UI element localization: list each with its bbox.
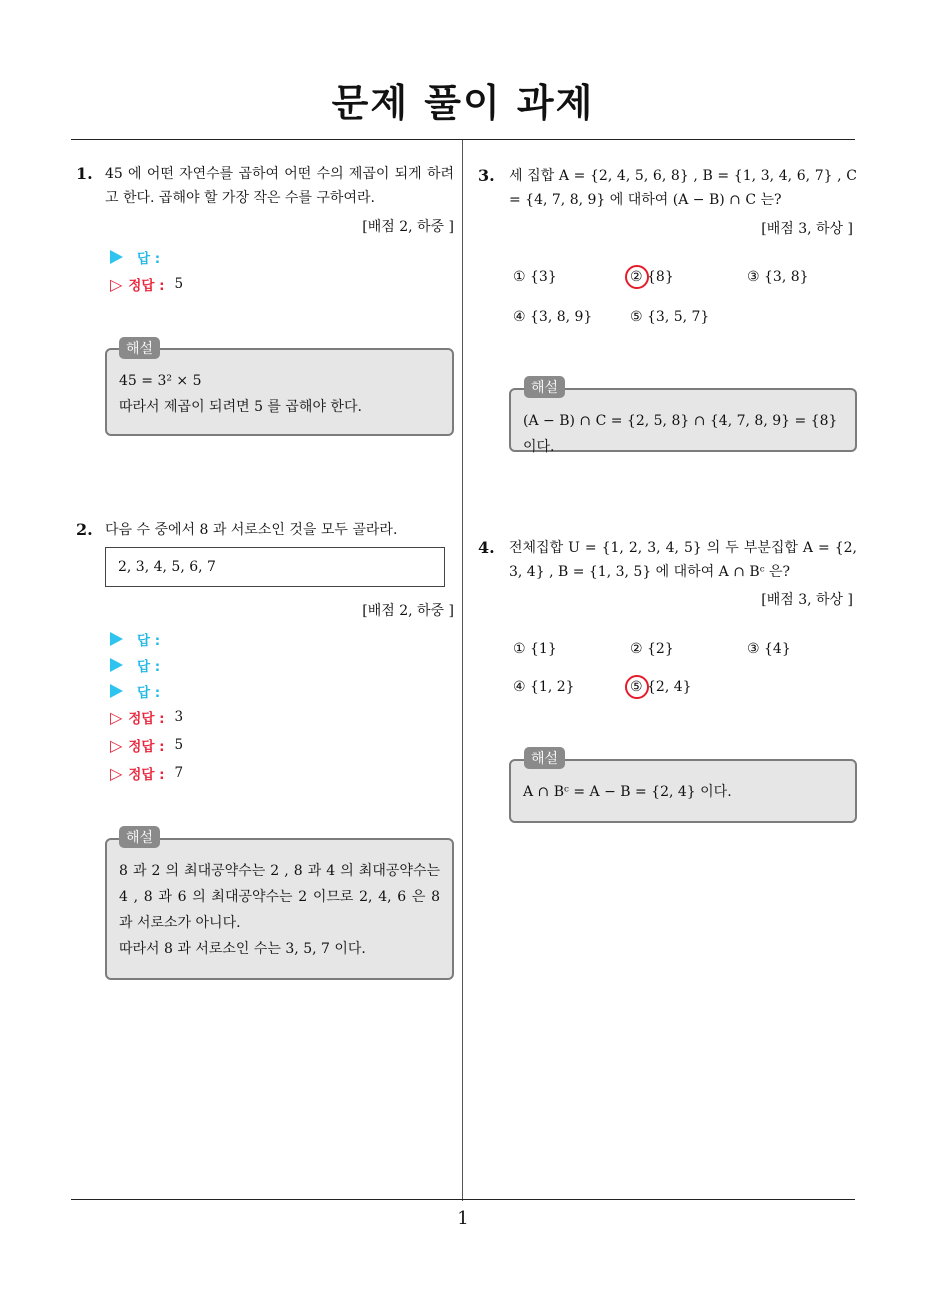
choice-1[interactable]: ① {1} [513, 641, 557, 657]
question-number: 1. [76, 164, 93, 183]
question-meta: [배점 3, 하상 ] [761, 592, 853, 608]
solution-text: 따라서 8 과 서로소인 수는 3, 5, 7 이다. [119, 941, 366, 957]
correct-label: 정답 : [128, 278, 165, 294]
question-number: 3. [478, 166, 495, 185]
correct-answer [110, 707, 183, 727]
choice-1[interactable]: ① {3} [513, 269, 557, 285]
solution-text: A ∩ Bᶜ = A − B = {2, 4} 이다. [523, 784, 732, 800]
answer-field[interactable] [110, 681, 160, 701]
answer-field[interactable] [110, 247, 160, 267]
page-number: 1 [457, 1208, 469, 1229]
question-text: 전체집합 U = {1, 2, 3, 4, 5} 의 두 부분집합 A = {2, 3, 4} , B = {1, 3, 5} 에 대하여 A ∩ Bᶜ 은? [509, 540, 857, 580]
hollow-triangle-icon: ▷ [110, 707, 123, 727]
solution-tag: 해설 [119, 337, 160, 359]
question-text: 다음 수 중에서 8 과 서로소인 것을 모두 골라라. [105, 522, 398, 538]
choice-3[interactable]: ③ {3, 8} [747, 269, 809, 285]
hollow-triangle-icon: ▷ [110, 735, 123, 755]
correct-value: 5 [174, 276, 184, 292]
choice-5[interactable]: ⑤ {3, 5, 7} [630, 309, 710, 325]
choice-4[interactable]: ④ {3, 8, 9} [513, 309, 593, 325]
column-divider [462, 140, 463, 1201]
correct-label: 정답 : [128, 767, 165, 783]
solution-text: 8 과 2 의 최대공약수는 2 , 8 과 4 의 최대공약수는 4 , 8 과 6 의 최대공약수는 2 이므로 2, 4, 6 은 8 과 서로소가 아니다. [119, 863, 440, 931]
correct-answer [110, 274, 183, 294]
bottom-rule [71, 1199, 855, 1200]
selected-circle-icon [625, 265, 649, 289]
correct-answer [110, 735, 183, 755]
solution-tag: 해설 [524, 376, 565, 398]
hollow-triangle-icon: ▷ [110, 274, 123, 294]
answer-field[interactable] [110, 629, 160, 649]
solution-tag: 해설 [119, 826, 160, 848]
correct-label: 정답 : [128, 711, 165, 727]
answer-label: 답 : [137, 685, 161, 701]
play-arrow-icon [110, 658, 123, 672]
number-list-box: 2, 3, 4, 5, 6, 7 [105, 547, 445, 587]
solution-box [105, 838, 454, 980]
answer-label: 답 : [137, 659, 161, 675]
question-meta: [배점 2, 하중 ] [362, 603, 454, 619]
hollow-triangle-icon: ▷ [110, 763, 123, 783]
answer-label: 답 : [137, 251, 161, 267]
choice-4[interactable]: ④ {1, 2} [513, 679, 575, 695]
top-rule [71, 139, 855, 140]
answer-label: 답 : [137, 633, 161, 649]
question-number: 2. [76, 520, 93, 539]
solution-line: 따라서 제곱이 되려면 5 를 곱해야 한다. [119, 399, 362, 415]
page-title: 문제 풀이 과제 [331, 81, 595, 125]
choice-3[interactable]: ③ {4} [747, 641, 791, 657]
correct-label: 정답 : [128, 739, 165, 755]
play-arrow-icon [110, 632, 123, 646]
choice-2[interactable]: ② {2} [630, 641, 674, 657]
question-meta: [배점 2, 하중 ] [362, 219, 454, 235]
answer-field[interactable] [110, 655, 160, 675]
solution-tag: 해설 [524, 747, 565, 769]
question-text: 45 에 어떤 자연수를 곱하여 어떤 수의 제곱이 되게 하려고 한다. 곱해야 할 가장 작은 수를 구하여라. [105, 166, 454, 206]
solution-text: (A − B) ∩ C = {2, 5, 8} ∩ {4, 7, 8, 9} = {8} 이다. [523, 413, 838, 455]
question-text: 세 집합 A = {2, 4, 5, 6, 8} , B = {1, 3, 4, 6, 7} , C = {4, 7, 8, 9} 에 대하여 (A − B) ∩ C 는? [509, 168, 857, 208]
choice-2[interactable]: ② {8} [630, 269, 674, 285]
question-meta: [배점 3, 하상 ] [761, 221, 853, 237]
solution-box [105, 348, 454, 436]
choice-5[interactable]: ⑤ {2, 4} [630, 679, 692, 695]
play-arrow-icon [110, 250, 123, 264]
correct-answer [110, 763, 183, 783]
correct-value: 5 [174, 737, 184, 753]
correct-value: 3 [174, 709, 184, 725]
question-number: 4. [478, 538, 495, 557]
solution-line: 45 = 3² × 5 [119, 373, 202, 389]
correct-value: 7 [174, 765, 184, 781]
play-arrow-icon [110, 684, 123, 698]
selected-circle-icon [625, 675, 649, 699]
